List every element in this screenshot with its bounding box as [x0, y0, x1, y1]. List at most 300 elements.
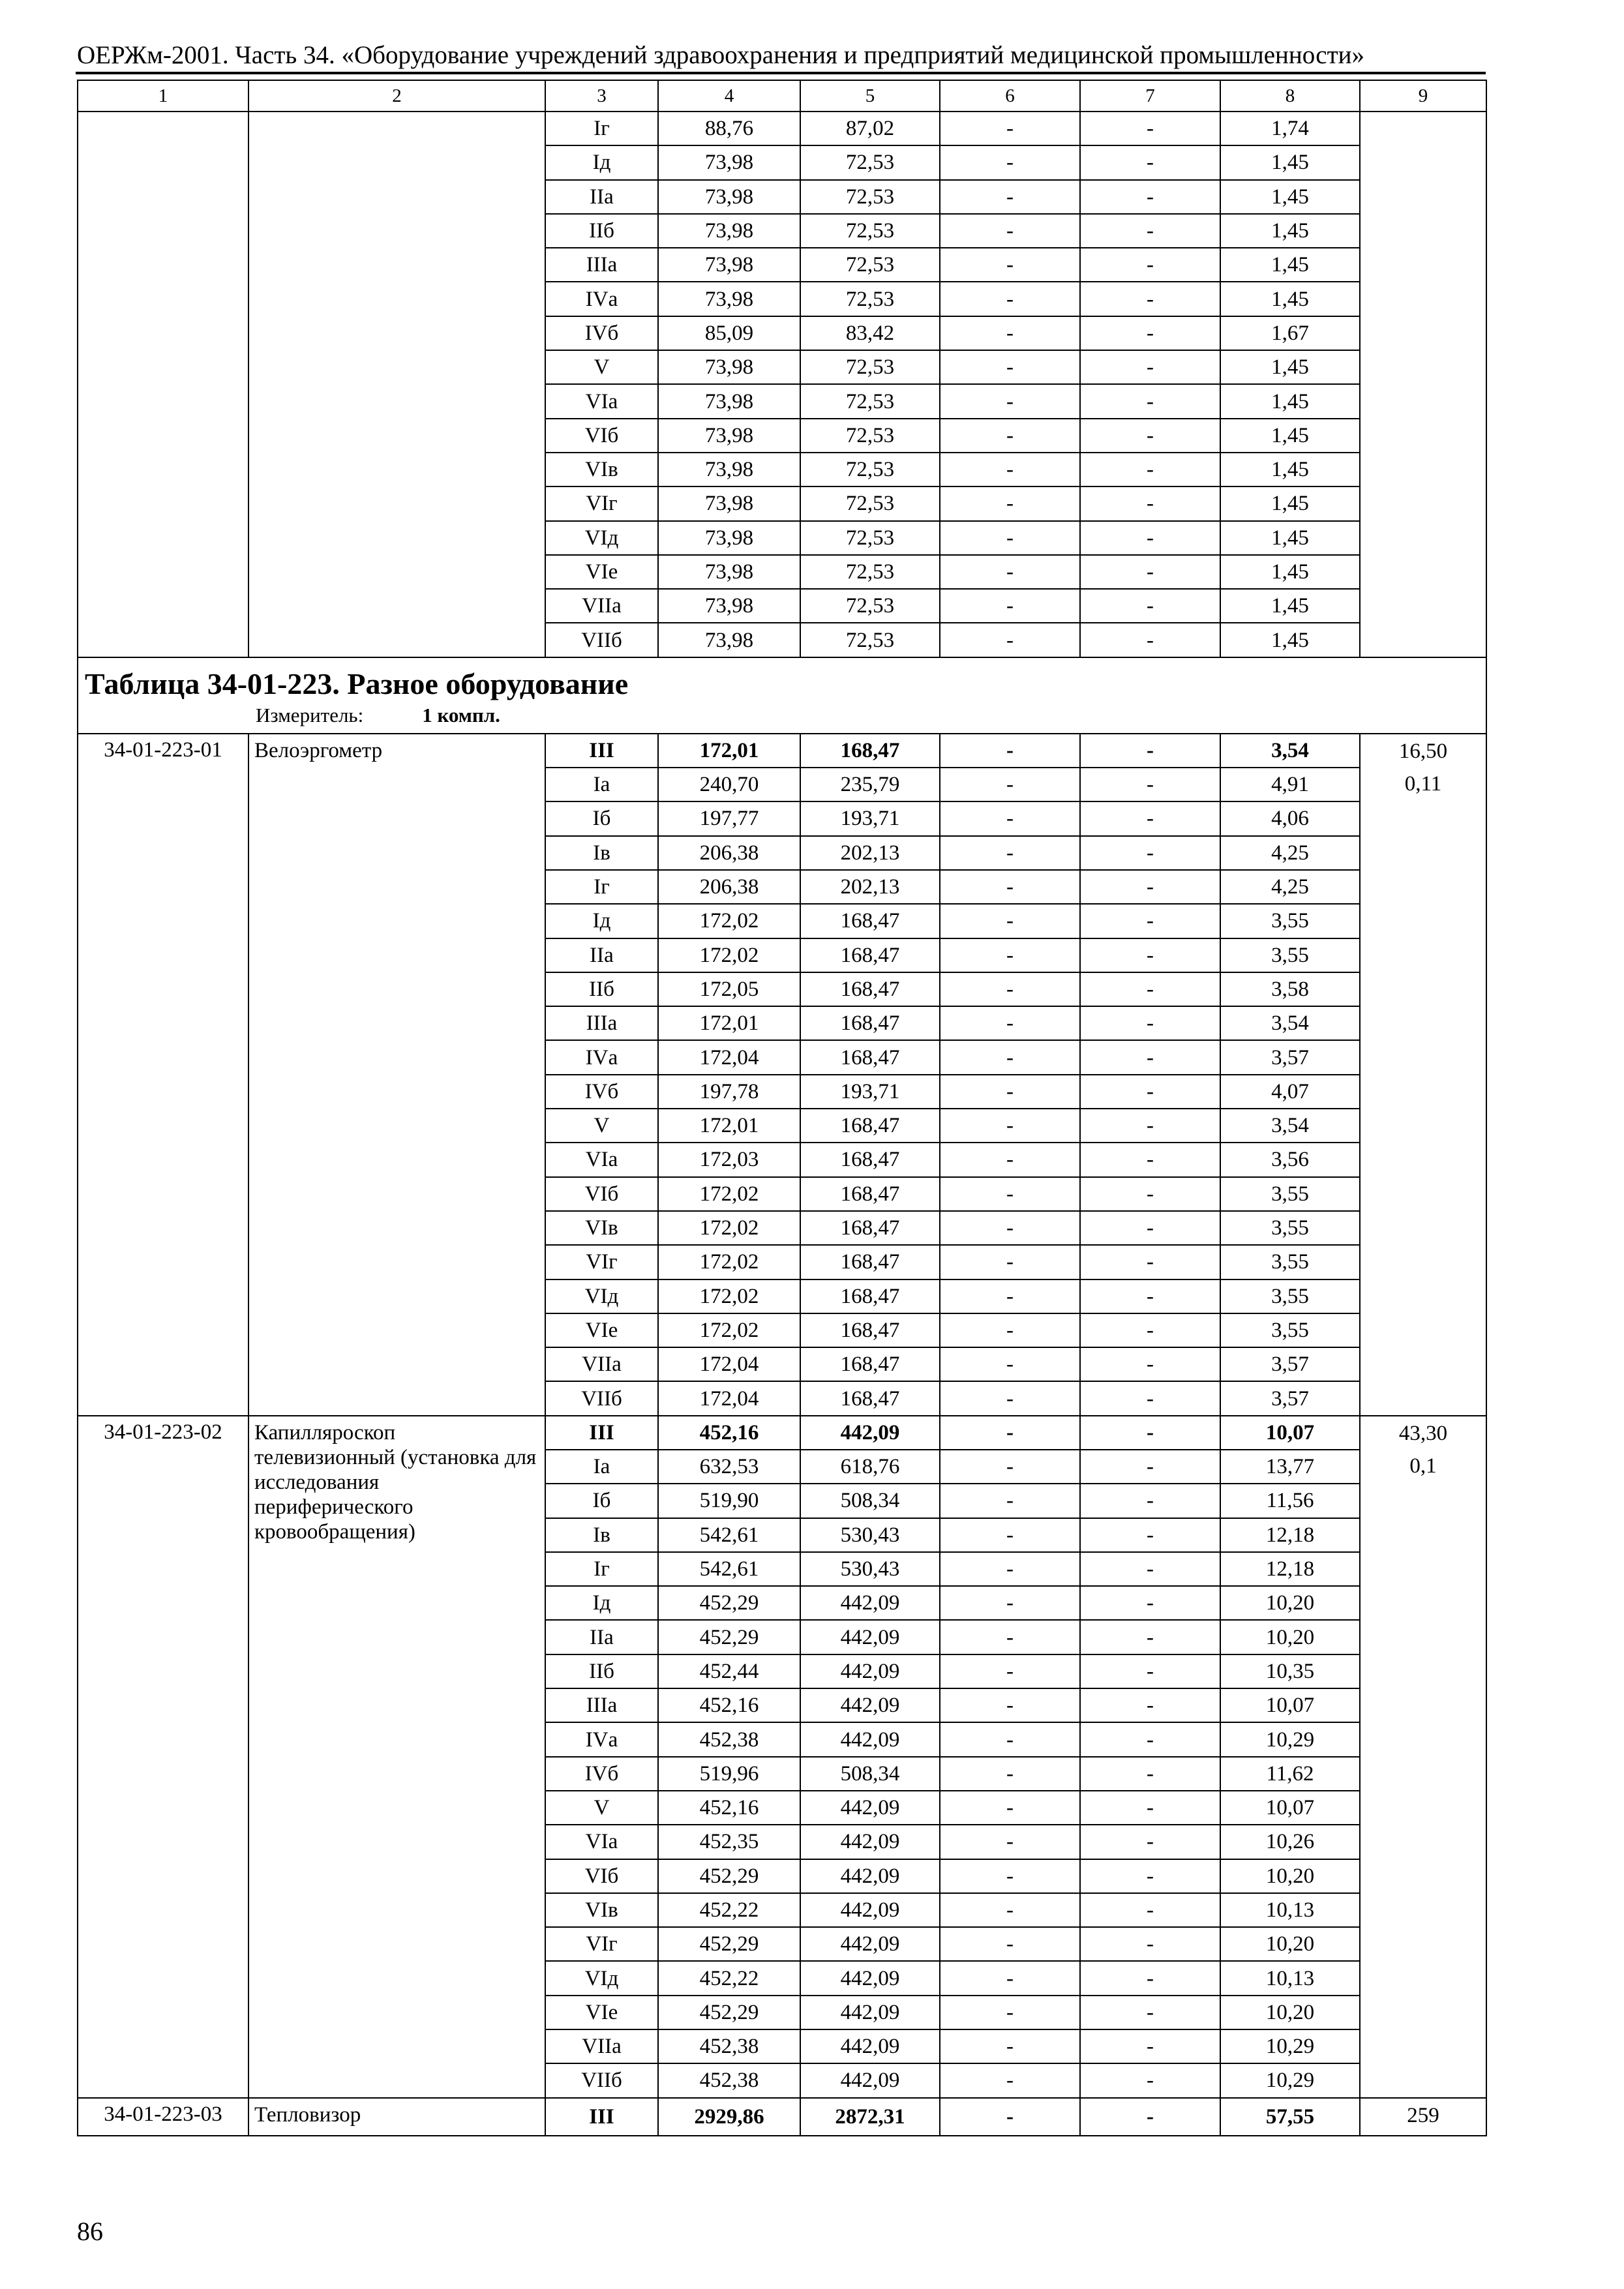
- item-code: 34-01-223-01: [78, 734, 248, 1416]
- page-header: ОЕРЖм-2001. Часть 34. «Оборудование учреждений здравоохранения и предприятий медицинской промышленности»: [77, 41, 1364, 69]
- wages-cost: -: [1080, 1961, 1220, 1995]
- wages-cost: -: [1080, 316, 1220, 350]
- column-number: 3: [545, 80, 658, 112]
- total-cost: 73,98: [658, 486, 800, 520]
- total-cost: 452,29: [658, 1996, 800, 2029]
- column-number: 9: [1360, 80, 1486, 112]
- region-code: VIIб: [545, 2063, 658, 2097]
- wages-cost: -: [1080, 1211, 1220, 1245]
- region-code: IVб: [545, 1075, 658, 1109]
- region-code: VIг: [545, 1927, 658, 1961]
- total-cost: 73,98: [658, 623, 800, 657]
- region-code: Iб: [545, 801, 658, 835]
- region-code: IVа: [545, 1722, 658, 1756]
- total-cost: 452,38: [658, 2063, 800, 2097]
- region-code: IVб: [545, 316, 658, 350]
- item-price: [1360, 734, 1486, 1416]
- machine-cost: -: [940, 1961, 1080, 1995]
- table-title-row: [78, 657, 1486, 734]
- table-row: [78, 734, 1486, 768]
- region-code: VIIа: [545, 1347, 658, 1381]
- machine-cost: -: [940, 1347, 1080, 1381]
- materials-cost: 3,54: [1220, 1109, 1360, 1143]
- machine-cost: -: [940, 453, 1080, 486]
- materials-cost: 4,07: [1220, 1075, 1360, 1109]
- region-code: IIб: [545, 214, 658, 248]
- region-code: Iд: [545, 145, 658, 179]
- region-code: VIд: [545, 1961, 658, 1995]
- materials-cost: 1,45: [1220, 419, 1360, 453]
- machine-cost: -: [940, 2063, 1080, 2097]
- equipment-cost: 168,47: [800, 1040, 940, 1074]
- equipment-cost: 168,47: [800, 1245, 940, 1279]
- machine-cost: -: [940, 555, 1080, 589]
- equipment-cost: 168,47: [800, 1177, 940, 1211]
- page-number: 86: [77, 2217, 103, 2246]
- wages-cost: -: [1080, 384, 1220, 418]
- region-code: VIа: [545, 1143, 658, 1176]
- materials-cost: 10,20: [1220, 1859, 1360, 1893]
- materials-cost: 3,56: [1220, 1143, 1360, 1176]
- machine-cost: -: [940, 180, 1080, 214]
- machine-cost: -: [940, 1211, 1080, 1245]
- wages-cost: -: [1080, 768, 1220, 801]
- region-code: Iб: [545, 1484, 658, 1518]
- wages-cost: -: [1080, 1791, 1220, 1825]
- region-code: IVб: [545, 1757, 658, 1791]
- equipment-cost: 202,13: [800, 836, 940, 870]
- materials-cost: 10,13: [1220, 1961, 1360, 1995]
- machine-cost: -: [940, 870, 1080, 904]
- machine-cost: -: [940, 623, 1080, 657]
- wages-cost: -: [1080, 1996, 1220, 2029]
- equipment-cost: 202,13: [800, 870, 940, 904]
- materials-cost: 3,55: [1220, 1211, 1360, 1245]
- region-code: IIб: [545, 972, 658, 1006]
- wages-cost: -: [1080, 145, 1220, 179]
- total-cost: 73,98: [658, 248, 800, 282]
- code-cell: [78, 112, 248, 657]
- item-code: 34-01-223-03: [78, 2098, 248, 2136]
- region-code: IIIа: [545, 1006, 658, 1040]
- machine-cost: -: [940, 1143, 1080, 1176]
- wages-cost: -: [1080, 1279, 1220, 1313]
- region-code: Iв: [545, 1518, 658, 1552]
- wages-cost: -: [1080, 904, 1220, 938]
- total-cost: 172,02: [658, 1245, 800, 1279]
- wages-cost: -: [1080, 282, 1220, 316]
- machine-cost: -: [940, 1859, 1080, 1893]
- unit-line: [85, 702, 1479, 728]
- materials-cost: 12,18: [1220, 1552, 1360, 1586]
- region-code: VIе: [545, 1313, 658, 1347]
- table-title-cell: [78, 657, 1486, 734]
- wages-cost: -: [1080, 836, 1220, 870]
- equipment-cost: 442,09: [800, 1825, 940, 1859]
- total-cost: 452,22: [658, 1961, 800, 1995]
- item-name: Тепловизор: [248, 2098, 545, 2136]
- region-code: IIIа: [545, 1688, 658, 1722]
- total-cost: 452,38: [658, 2029, 800, 2063]
- equipment-cost: 442,09: [800, 1893, 940, 1927]
- equipment-cost: 442,09: [800, 2063, 940, 2097]
- materials-cost: 10,07: [1220, 1688, 1360, 1722]
- total-cost: 73,98: [658, 521, 800, 555]
- total-cost: 73,98: [658, 419, 800, 453]
- equipment-cost: 168,47: [800, 938, 940, 972]
- region-code: VIа: [545, 1825, 658, 1859]
- machine-cost: -: [940, 384, 1080, 418]
- total-cost: 73,98: [658, 214, 800, 248]
- materials-cost: 13,77: [1220, 1450, 1360, 1484]
- machine-cost: -: [940, 1245, 1080, 1279]
- machine-cost: -: [940, 1040, 1080, 1074]
- materials-cost: 3,55: [1220, 1279, 1360, 1313]
- machine-cost: -: [940, 282, 1080, 316]
- column-number: 8: [1220, 80, 1360, 112]
- equipment-cost: 442,09: [800, 1859, 940, 1893]
- materials-cost: 1,74: [1220, 112, 1360, 145]
- wages-cost: -: [1080, 486, 1220, 520]
- materials-cost: 4,25: [1220, 836, 1360, 870]
- equipment-cost: 442,09: [800, 1722, 940, 1756]
- wages-cost: -: [1080, 801, 1220, 835]
- wages-cost: -: [1080, 1893, 1220, 1927]
- region-code: Iд: [545, 1586, 658, 1620]
- region-code: VIг: [545, 486, 658, 520]
- total-cost: 542,61: [658, 1518, 800, 1552]
- total-cost: 172,04: [658, 1381, 800, 1415]
- total-cost: 172,03: [658, 1143, 800, 1176]
- region-code: IIIа: [545, 248, 658, 282]
- materials-cost: 3,54: [1220, 734, 1360, 768]
- wages-cost: -: [1080, 1313, 1220, 1347]
- table-title: Таблица 34-01-223. Разное оборудование: [85, 666, 629, 700]
- region-code: VIIа: [545, 2029, 658, 2063]
- equipment-cost: 72,53: [800, 486, 940, 520]
- item-code: 34-01-223-02: [78, 1416, 248, 2098]
- name-cell: [248, 112, 545, 657]
- machine-cost: -: [940, 145, 1080, 179]
- column-number: 1: [78, 80, 248, 112]
- wages-cost: -: [1080, 589, 1220, 623]
- machine-cost: -: [940, 1484, 1080, 1518]
- machine-cost: -: [940, 1825, 1080, 1859]
- machine-cost: -: [940, 1109, 1080, 1143]
- column-number: 5: [800, 80, 940, 112]
- materials-cost: 1,45: [1220, 623, 1360, 657]
- equipment-cost: 442,09: [800, 1961, 940, 1995]
- total-cost: 172,04: [658, 1347, 800, 1381]
- region-code: Iг: [545, 112, 658, 145]
- total-cost: 197,77: [658, 801, 800, 835]
- price-line: 259: [1407, 2103, 1439, 2127]
- total-cost: 73,98: [658, 589, 800, 623]
- materials-cost: 10,13: [1220, 1893, 1360, 1927]
- machine-cost: -: [940, 1996, 1080, 2029]
- machine-cost: -: [940, 589, 1080, 623]
- region-code: IVа: [545, 282, 658, 316]
- machine-cost: -: [940, 2098, 1080, 2136]
- equipment-cost: 72,53: [800, 453, 940, 486]
- materials-cost: 11,62: [1220, 1757, 1360, 1791]
- total-cost: 172,02: [658, 1211, 800, 1245]
- total-cost: 172,05: [658, 972, 800, 1006]
- region-code: VIд: [545, 1279, 658, 1313]
- wages-cost: -: [1080, 938, 1220, 972]
- materials-cost: 1,45: [1220, 282, 1360, 316]
- equipment-cost: 168,47: [800, 1347, 940, 1381]
- equipment-cost: 72,53: [800, 384, 940, 418]
- equipment-cost: 72,53: [800, 248, 940, 282]
- total-cost: 73,98: [658, 180, 800, 214]
- total-cost: 206,38: [658, 870, 800, 904]
- region-code: VIе: [545, 1996, 658, 2029]
- region-code: IIа: [545, 180, 658, 214]
- column-number: 2: [248, 80, 545, 112]
- materials-cost: 1,45: [1220, 350, 1360, 384]
- total-cost: 206,38: [658, 836, 800, 870]
- rates-table-body: [78, 80, 1486, 2136]
- machine-cost: -: [940, 1416, 1080, 1450]
- total-cost: 172,01: [658, 1006, 800, 1040]
- total-cost: 452,44: [658, 1654, 800, 1688]
- equipment-cost: 2872,31: [800, 2098, 940, 2136]
- machine-cost: -: [940, 1722, 1080, 1756]
- equipment-cost: 168,47: [800, 734, 940, 768]
- materials-cost: 1,45: [1220, 453, 1360, 486]
- machine-cost: -: [940, 836, 1080, 870]
- unit-value: 1 компл.: [422, 703, 500, 726]
- machine-cost: -: [940, 1006, 1080, 1040]
- machine-cost: -: [940, 1791, 1080, 1825]
- machine-cost: -: [940, 801, 1080, 835]
- materials-cost: 10,26: [1220, 1825, 1360, 1859]
- wages-cost: -: [1080, 734, 1220, 768]
- total-cost: 172,01: [658, 1109, 800, 1143]
- materials-cost: 3,55: [1220, 1245, 1360, 1279]
- total-cost: 519,96: [658, 1757, 800, 1791]
- region-code: IIб: [545, 1654, 658, 1688]
- materials-cost: 1,45: [1220, 589, 1360, 623]
- wages-cost: -: [1080, 1245, 1220, 1279]
- item-name: Капилляроскоп телевизионный (установка для исследования периферического кровообращения): [248, 1416, 545, 2098]
- machine-cost: -: [940, 938, 1080, 972]
- region-code: VIв: [545, 1893, 658, 1927]
- machine-cost: -: [940, 1450, 1080, 1484]
- total-cost: 172,02: [658, 904, 800, 938]
- region-code: Iа: [545, 1450, 658, 1484]
- header-rule: [76, 72, 1486, 74]
- region-code: Iв: [545, 836, 658, 870]
- wages-cost: -: [1080, 972, 1220, 1006]
- wages-cost: -: [1080, 1347, 1220, 1381]
- table-row: [78, 1416, 1486, 1450]
- region-code: VIб: [545, 419, 658, 453]
- wages-cost: -: [1080, 1552, 1220, 1586]
- total-cost: 452,29: [658, 1620, 800, 1654]
- equipment-cost: 72,53: [800, 419, 940, 453]
- materials-cost: 1,45: [1220, 248, 1360, 282]
- machine-cost: -: [940, 904, 1080, 938]
- column-number: 4: [658, 80, 800, 112]
- region-code: III: [545, 2098, 658, 2136]
- region-code: VIб: [545, 1859, 658, 1893]
- price-cell: [1360, 112, 1486, 657]
- machine-cost: -: [940, 1552, 1080, 1586]
- equipment-cost: 442,09: [800, 1620, 940, 1654]
- wages-cost: -: [1080, 1177, 1220, 1211]
- total-cost: 519,90: [658, 1484, 800, 1518]
- materials-cost: 3,55: [1220, 1177, 1360, 1211]
- materials-cost: 10,29: [1220, 2063, 1360, 2097]
- total-cost: 172,02: [658, 938, 800, 972]
- equipment-cost: 87,02: [800, 112, 940, 145]
- column-number-row: [78, 80, 1486, 112]
- equipment-cost: 442,09: [800, 1586, 940, 1620]
- price-line: 16,50: [1398, 739, 1448, 763]
- materials-cost: 3,57: [1220, 1040, 1360, 1074]
- materials-cost: 3,55: [1220, 938, 1360, 972]
- equipment-cost: 72,53: [800, 623, 940, 657]
- rates-table: [77, 80, 1487, 2136]
- materials-cost: 4,25: [1220, 870, 1360, 904]
- materials-cost: 10,07: [1220, 1791, 1360, 1825]
- wages-cost: -: [1080, 1518, 1220, 1552]
- machine-cost: -: [940, 734, 1080, 768]
- equipment-cost: 72,53: [800, 589, 940, 623]
- wages-cost: -: [1080, 1381, 1220, 1415]
- total-cost: 172,01: [658, 734, 800, 768]
- equipment-cost: 168,47: [800, 1211, 940, 1245]
- machine-cost: -: [940, 1279, 1080, 1313]
- total-cost: 88,76: [658, 112, 800, 145]
- wages-cost: -: [1080, 1143, 1220, 1176]
- materials-cost: 10,20: [1220, 1620, 1360, 1654]
- equipment-cost: 72,53: [800, 180, 940, 214]
- total-cost: 172,02: [658, 1177, 800, 1211]
- equipment-cost: 530,43: [800, 1518, 940, 1552]
- wages-cost: -: [1080, 180, 1220, 214]
- total-cost: 73,98: [658, 384, 800, 418]
- equipment-cost: 193,71: [800, 801, 940, 835]
- region-code: VIа: [545, 384, 658, 418]
- equipment-cost: 72,53: [800, 521, 940, 555]
- wages-cost: -: [1080, 1006, 1220, 1040]
- equipment-cost: 168,47: [800, 972, 940, 1006]
- region-code: III: [545, 1416, 658, 1450]
- region-code: VIв: [545, 1211, 658, 1245]
- equipment-cost: 168,47: [800, 1313, 940, 1347]
- equipment-cost: 72,53: [800, 214, 940, 248]
- materials-cost: 3,55: [1220, 904, 1360, 938]
- materials-cost: 12,18: [1220, 1518, 1360, 1552]
- machine-cost: -: [940, 521, 1080, 555]
- wages-cost: -: [1080, 1825, 1220, 1859]
- materials-cost: 10,20: [1220, 1586, 1360, 1620]
- machine-cost: -: [940, 1757, 1080, 1791]
- equipment-cost: 168,47: [800, 1143, 940, 1176]
- region-code: Iа: [545, 768, 658, 801]
- equipment-cost: 168,47: [800, 1381, 940, 1415]
- region-code: V: [545, 1791, 658, 1825]
- column-number: 7: [1080, 80, 1220, 112]
- region-code: VIд: [545, 521, 658, 555]
- materials-cost: 1,45: [1220, 214, 1360, 248]
- materials-cost: 4,06: [1220, 801, 1360, 835]
- wages-cost: -: [1080, 1927, 1220, 1961]
- machine-cost: -: [940, 1177, 1080, 1211]
- wages-cost: -: [1080, 623, 1220, 657]
- region-code: VIв: [545, 453, 658, 486]
- price-line: 0,11: [1404, 771, 1442, 796]
- wages-cost: -: [1080, 1484, 1220, 1518]
- total-cost: 73,98: [658, 453, 800, 486]
- machine-cost: -: [940, 1893, 1080, 1927]
- region-code: V: [545, 1109, 658, 1143]
- machine-cost: -: [940, 1927, 1080, 1961]
- wages-cost: -: [1080, 1109, 1220, 1143]
- materials-cost: 3,54: [1220, 1006, 1360, 1040]
- total-cost: 452,16: [658, 1416, 800, 1450]
- total-cost: 632,53: [658, 1450, 800, 1484]
- machine-cost: -: [940, 486, 1080, 520]
- materials-cost: 1,67: [1220, 316, 1360, 350]
- total-cost: 452,29: [658, 1859, 800, 1893]
- equipment-cost: 442,09: [800, 1654, 940, 1688]
- materials-cost: 3,55: [1220, 1313, 1360, 1347]
- wages-cost: -: [1080, 2063, 1220, 2097]
- table-row: [78, 112, 1486, 145]
- machine-cost: -: [940, 248, 1080, 282]
- equipment-cost: 83,42: [800, 316, 940, 350]
- equipment-cost: 508,34: [800, 1484, 940, 1518]
- equipment-cost: 168,47: [800, 1279, 940, 1313]
- equipment-cost: 508,34: [800, 1757, 940, 1791]
- total-cost: 452,38: [658, 1722, 800, 1756]
- materials-cost: 3,57: [1220, 1381, 1360, 1415]
- total-cost: 2929,86: [658, 2098, 800, 2136]
- wages-cost: -: [1080, 1757, 1220, 1791]
- wages-cost: -: [1080, 214, 1220, 248]
- table-row: [78, 2098, 1486, 2136]
- equipment-cost: 72,53: [800, 145, 940, 179]
- column-number: 6: [940, 80, 1080, 112]
- machine-cost: -: [940, 214, 1080, 248]
- materials-cost: 1,45: [1220, 384, 1360, 418]
- equipment-cost: 442,09: [800, 1791, 940, 1825]
- wages-cost: -: [1080, 1586, 1220, 1620]
- machine-cost: -: [940, 1313, 1080, 1347]
- price-line: 0,1: [1409, 1454, 1437, 1478]
- total-cost: 542,61: [658, 1552, 800, 1586]
- wages-cost: -: [1080, 419, 1220, 453]
- wages-cost: -: [1080, 555, 1220, 589]
- wages-cost: -: [1080, 112, 1220, 145]
- equipment-cost: 193,71: [800, 1075, 940, 1109]
- total-cost: 73,98: [658, 282, 800, 316]
- materials-cost: 57,55: [1220, 2098, 1360, 2136]
- total-cost: 172,04: [658, 1040, 800, 1074]
- materials-cost: 4,91: [1220, 768, 1360, 801]
- region-code: IIа: [545, 1620, 658, 1654]
- total-cost: 85,09: [658, 316, 800, 350]
- machine-cost: -: [940, 1654, 1080, 1688]
- equipment-cost: 235,79: [800, 768, 940, 801]
- wages-cost: -: [1080, 1040, 1220, 1074]
- wages-cost: -: [1080, 1620, 1220, 1654]
- equipment-cost: 168,47: [800, 904, 940, 938]
